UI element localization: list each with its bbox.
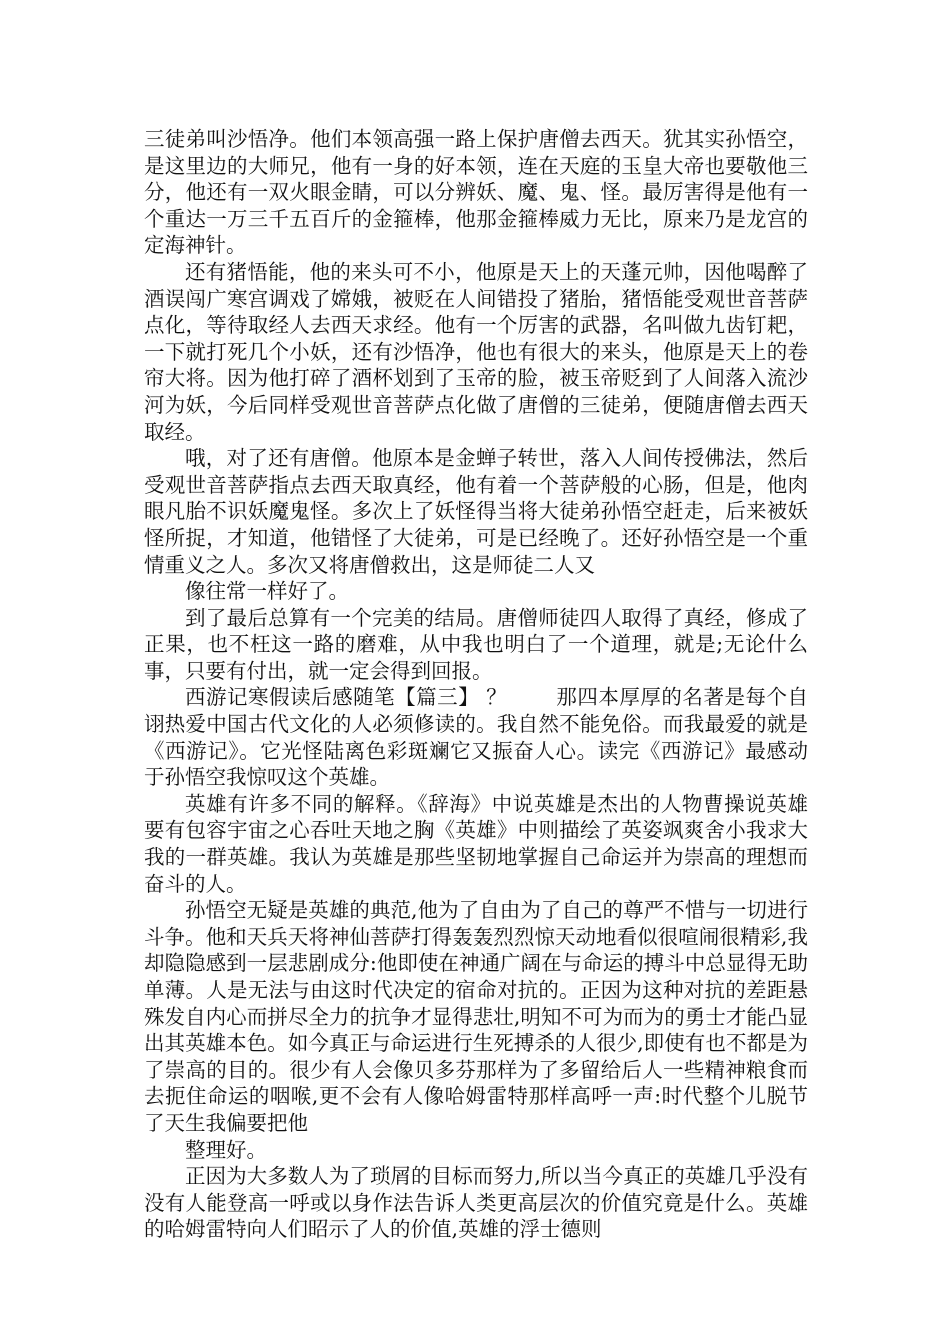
- paragraph-2: 还有猪悟能，他的来头可不小，他原是天上的天蓬元帅，因他喝醉了酒误闯广寒宫调戏了嫦娥，被贬在人间错投了猪胎，猪悟能受观世音菩萨点化，等待取经人去西天求经。他有一个厉害的武器，名叫做九齿钉耙，一下就打死几个小妖，还有沙悟净，他也有很大的来头，他原是天上的卷帘大将。因为他打碎了酒杯划到了玉帝的脸，被玉帝贬到了人间落入流沙河为妖，今后同样受观世音菩萨点化做了唐僧的三徒弟，便随唐僧去西天取经。: [144, 259, 808, 444]
- paragraph-9: 整理好。: [185, 1137, 267, 1162]
- paragraph-4: 像往常一样好了。: [185, 579, 349, 604]
- paragraph-1: 三徒弟叫沙悟净。他们本领高强一路上保护唐僧去西天。犹其实孙悟空，是这里边的大师兄，他有一身的好本领，连在天庭的玉皇大帝也要敬他三分，他还有一双火眼金睛，可以分辨妖、魔、鬼、怪。最厉害得是他有一个重达一万三千五百斤的金箍棒，他那金箍棒威力无比，原来乃是龙宫的定海神针。: [144, 127, 808, 258]
- body-text: [144, 126, 808, 1243]
- paragraph-3: 哦，对了还有唐僧。他原本是金蝉子转世，落入人间传授佛法，然后受观世音菩萨指点去西天取真经，他有着一个菩萨般的心肠，但是，他肉眼凡胎不识妖魔鬼怪。多次上了妖怪得当将大徒弟孙悟空赶走，后来被妖怪所捉，才知道，他错怪了大徒弟，可是已经晚了。还好孙悟空是一个重情重义之人。多次又将唐僧救出，这是师徒二人又: [144, 446, 808, 577]
- paragraph-6: 西游记寒假读后感随笔【篇三】 ？ 那四本厚厚的名著是每个自诩热爱中国古代文化的人必须修读的。我自然不能免俗。而我最爱的就是《西游记》。它光怪陆离色彩斑斓它又振奋人心。读完《西游记》最感动于孙悟空我惊叹这个英雄。: [144, 685, 808, 790]
- paragraph-8: 孙悟空无疑是英雄的典范,他为了自由为了自己的尊严不惜与一切进行斗争。他和天兵天将神仙菩萨打得轰轰烈烈惊天动地看似很喧闹很精彩,我却隐隐感到一层悲剧成分:他即使在神通广阔在与命运的搏斗中总显得无助单薄。人是无法与由这时代决定的宿命对抗的。正因为这种对抗的差距悬殊发自内心而拼尽全力的抗争才显得悲壮,明知不可为而为的勇士才能凸显出其英雄本色。如今真正与命运进行生死搏杀的人很少,即使有也不都是为了崇高的目的。很少有人会像贝多芬那样为了多留给后人一些精神粮食而去扼住命运的咽喉,更不会有人像哈姆雷特那样高呼一声:时代整个儿脱节了天生我偏要把他: [144, 898, 808, 1135]
- paragraph-10: 正因为大多数人为了琐屑的目标而努力,所以当今真正的英雄几乎没有没有人能登高一呼或以身作法告诉人类更高层次的价值究竟是什么。英雄的哈姆雷特向人们昭示了人的价值,英雄的浮士德则: [144, 1164, 808, 1242]
- paragraph-7: 英雄有许多不同的解释。《辞海》中说英雄是杰出的人物曹操说英雄要有包容宇宙之心吞吐天地之胸《英雄》中则描绘了英姿飒爽舍小我求大我的一群英雄。我认为英雄是那些坚韧地掌握自己命运并为崇高的理想而奋斗的人。: [144, 791, 808, 896]
- paragraph-5: 到了最后总算有一个完美的结局。唐僧师徒四人取得了真经，修成了正果，也不枉这一路的磨难，从中我也明白了一个道理，就是;无论什么事，只要有付出，就一定会得到回报。: [144, 605, 808, 683]
